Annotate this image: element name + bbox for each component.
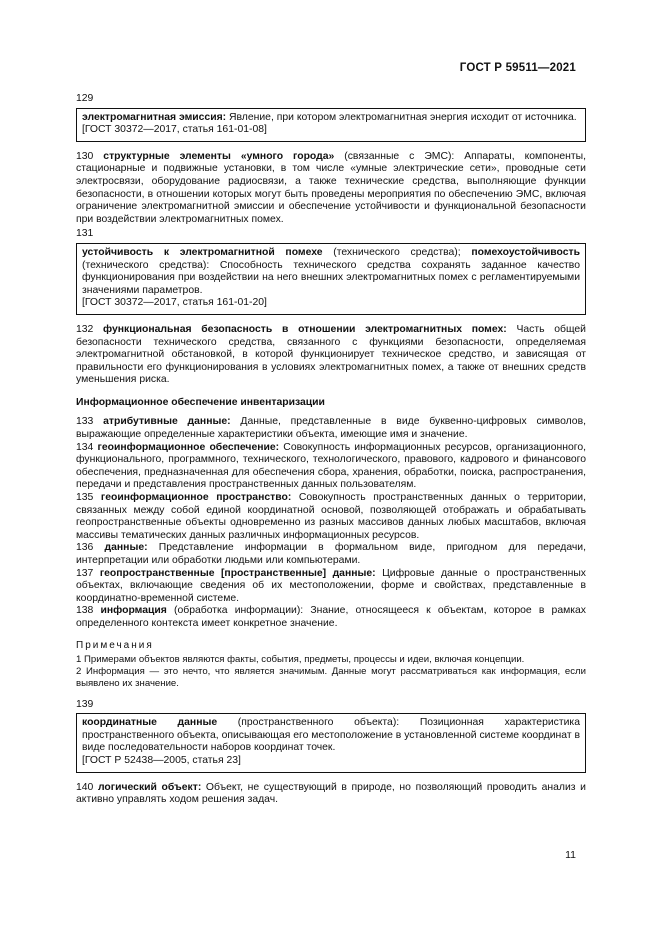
entry-135 [76, 492, 586, 542]
term-133: атрибутивные данные: [103, 416, 231, 428]
entry-134 [76, 442, 586, 492]
notes-title: Примечания [76, 639, 154, 651]
entry-number-136: 136 [76, 542, 105, 554]
definition-138: (обработка информации): Знание, относящееся к объектам, которое в рамках определенного контекста имеет конкретное значение. [76, 605, 586, 629]
note-2: 2 Информация — это нечто, что является значимым. Данные могут рассматриваться как информация, если выявлено их значение. [76, 665, 586, 689]
document-code: ГОСТ Р 59511—2021 [459, 62, 576, 74]
entry-number-132: 132 [76, 323, 104, 335]
entry-number-138: 138 [76, 605, 101, 617]
term-138: информация [100, 605, 167, 617]
entry-box-131 [76, 243, 586, 315]
term-129: электромагнитная эмиссия: [82, 111, 227, 123]
entry-131 [82, 247, 580, 297]
term-137: геопространственные [пространственные] данные: [99, 567, 376, 579]
term-131-synonym: помехоустойчивость [471, 246, 580, 258]
definition-139: (пространственного объекта): Позиционная характеристика пространственного объекта, описывающая его местоположение в установленной системе координат в виде последовательности наборов координат точек. [82, 717, 580, 754]
entry-box-129 [76, 108, 586, 142]
entry-139 [82, 717, 580, 755]
entry-number-130: 130 [76, 150, 104, 162]
term-130: структурные элементы «умного города» [103, 150, 335, 162]
entry-number-140: 140 [76, 781, 98, 793]
entry-number-129: 129 [76, 93, 94, 104]
definition-140: Объект, не существующий в природе, но позволяющий проводить анализ и активно управлять ходом решения задач. [76, 781, 586, 806]
term-139: координатные данные [82, 717, 218, 729]
note-1: 1 Примерами объектов являются факты, события, предметы, процессы и идеи, включая концепции. [76, 654, 525, 666]
source-131: [ГОСТ 30372—2017, статья 161-01-20] [82, 297, 267, 309]
definition-136: Представление информации в формальном виде, пригодном для передачи, интерпретации или обработки людьми или компьютерами. [76, 542, 586, 566]
definition-130: (связанные с ЭМС): Аппараты, компоненты, стационарные и подвижные установки, в том числе «умные электрические сети», проводные сети электросвязи, оборудование радиосвязи, а также технические средства, выполняющие функции безопасности, в отношении которых могут быть проведены мероприятия по обеспечению ЭМС, включая ограничение электромагнитной эмиссии и обеспечение устойчивости и функциональной безопасности при воздействии электромагнитных помех. [76, 150, 586, 225]
entry-138 [76, 605, 586, 630]
entry-number-133: 133 [76, 416, 104, 428]
definition-135: Совокупность пространственных данных о территории, связанных между собой единой координатной основой, позволяющей отображать и обрабатывать геопространственные объекты одновременно из разных массивов данных любых масштабов, включая массивы тематических данных различных информационных ресурсов. [76, 492, 586, 541]
term-134: геоинформационное обеспечение: [97, 441, 280, 453]
term-132: функциональная безопасность в отношении электромагнитных помех: [103, 323, 507, 335]
source-139: [ГОСТ Р 52438—2005, статья 23] [82, 754, 241, 766]
document-body [76, 93, 586, 807]
definition-129: Явление, при котором электромагнитная энергия исходит от источника. [226, 111, 577, 123]
definition-134: Совокупность информационных ресурсов, организационного, функционального, программного, технического, технологического, правового, кадрового и финансового обеспечения, предназначенная для обеспечения сбора, хранения, обработки, поиска, распространения, передачи и представления пространственных данных пользователям. [76, 441, 586, 491]
entry-130 [76, 151, 586, 227]
entry-number-137: 137 [76, 567, 100, 579]
entry-box-139 [76, 713, 586, 772]
entry-140 [76, 782, 586, 807]
definition-132: Часть общей безопасности технического средства, связанного с функциями безопасности, определяемая электромагнитной обстановкой, в которой функционирует техническое средство, и зависящая от правильности его функционирования в условиях электромагнитных помех, а также от внешних средств уменьшения риска. [76, 323, 586, 386]
entry-137 [76, 568, 586, 606]
entry-number-135: 135 [76, 492, 101, 504]
qualifier-131: (технического средства); [322, 246, 472, 258]
definition-137: Цифровые данные о пространственных объектах, включающие сведения об их местоположении, форме и свойствах, представленные в координатно-временной системе. [76, 567, 586, 604]
term-135: геоинформационное пространство: [100, 492, 292, 504]
term-131: устойчивость к электромагнитной помехе [82, 246, 323, 258]
entry-number-139: 139 [76, 698, 94, 710]
term-140: логический объект: [97, 781, 202, 793]
term-136: данные: [104, 542, 148, 554]
section-title: Информационное обеспечение инвентаризации [76, 396, 325, 408]
entry-136 [76, 542, 586, 567]
entry-133 [76, 416, 586, 441]
entry-129 [82, 112, 580, 125]
page-number: 11 [565, 849, 576, 861]
definition-131: (технического средства): Способность технического средства сохранять заданное качество функционирования при воздействии на него внешних электромагнитных помех с регламентируемыми значениями параметров. [82, 259, 580, 296]
entry-132 [76, 324, 586, 387]
entry-number-131: 131 [76, 228, 94, 240]
definition-133: Данные, представленные в виде буквенно-цифровых символов, выражающие определенные характеристики объекта, имеющие имя и значение. [76, 416, 586, 441]
source-129: [ГОСТ 30372—2017, статья 161-01-08] [82, 124, 267, 136]
entry-number-134: 134 [76, 441, 98, 453]
